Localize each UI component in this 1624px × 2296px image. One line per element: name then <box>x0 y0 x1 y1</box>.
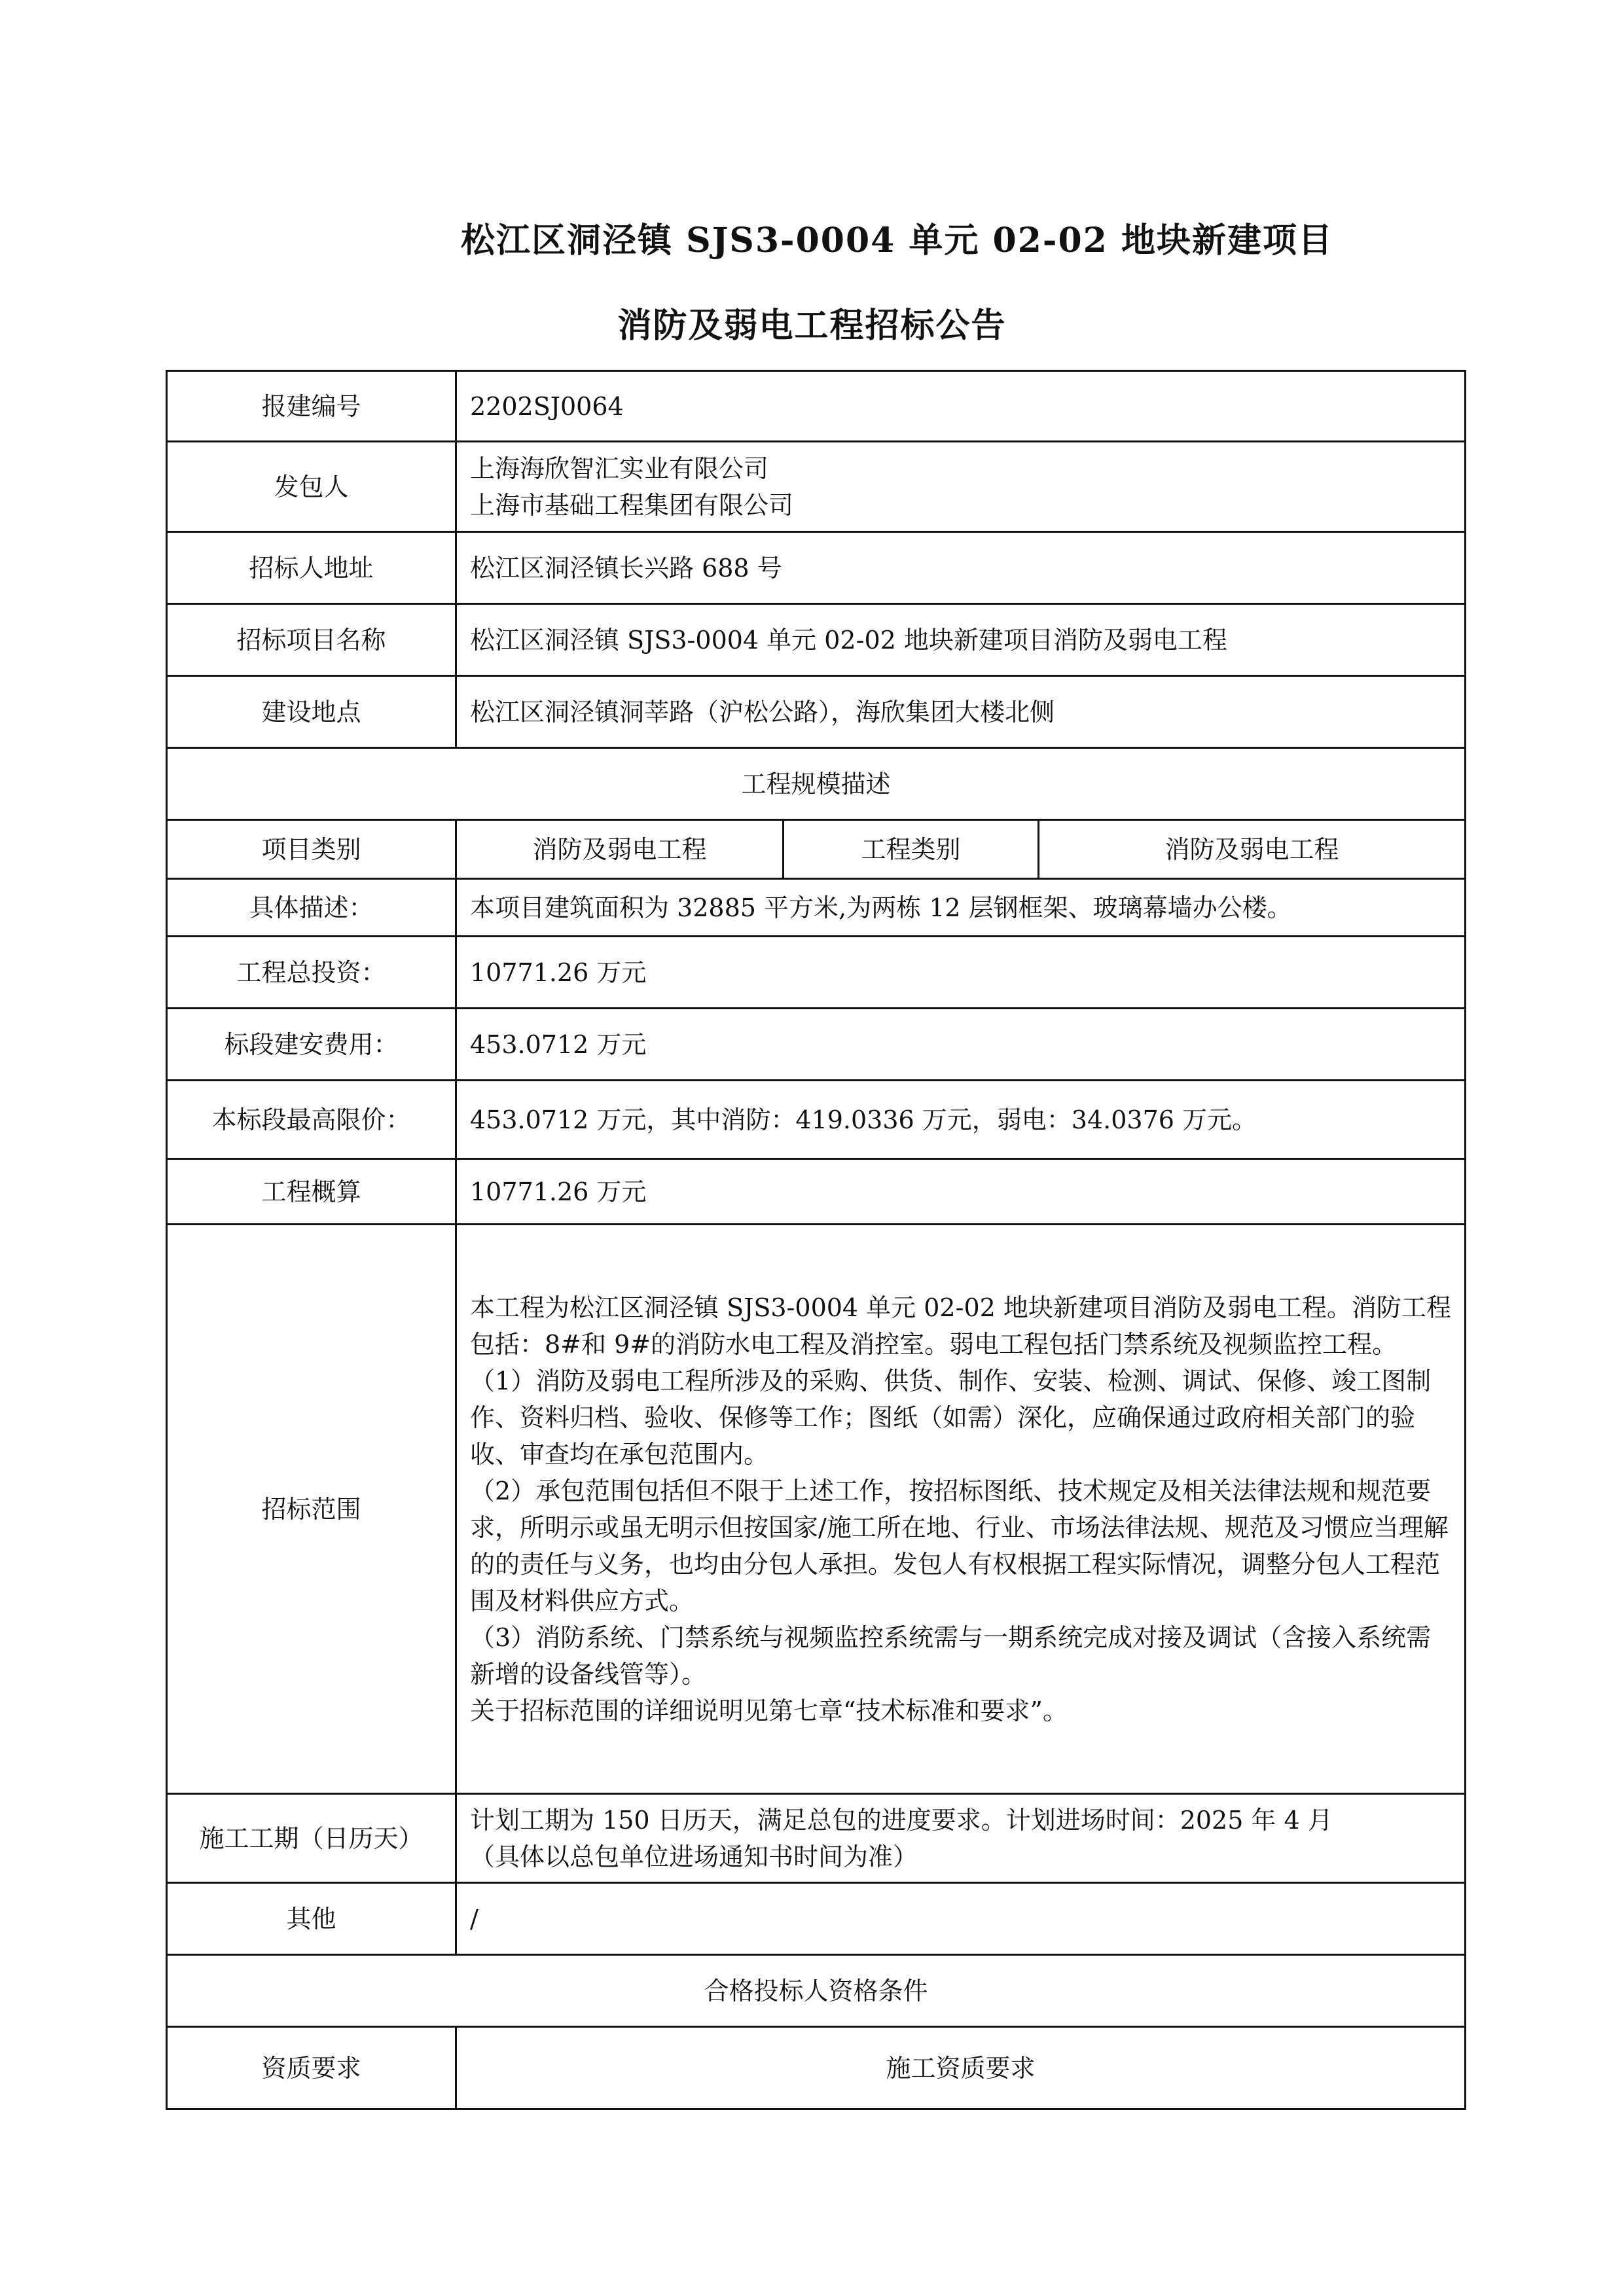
scale-section-header: 工程规模描述 <box>167 748 1466 820</box>
value-project-name: 松江区洞泾镇 SJS3-0004 单元 02-02 地块新建项目消防及弱电工程 <box>456 604 1466 676</box>
value-report-no: 2202SJ0064 <box>456 371 1466 442</box>
row-other <box>167 1883 1466 1955</box>
value-tenderer-address: 松江区洞泾镇长兴路 688 号 <box>456 532 1466 604</box>
label-project-category: 项目类别 <box>167 820 456 879</box>
label-description: 具体描述： <box>167 879 456 937</box>
value-scope <box>456 1225 1466 1794</box>
value-max-price: 453.0712 万元，其中消防：419.0336 万元，弱电：34.0376 万元。 <box>456 1081 1466 1159</box>
qualification-section-header: 合格投标人资格条件 <box>167 1955 1466 2027</box>
value-other: / <box>456 1883 1466 1955</box>
page-title-line-2: 消防及弱电工程招标公告 <box>617 306 1007 346</box>
row-qualification <box>167 2027 1466 2109</box>
row-duration <box>167 1794 1466 1883</box>
label-location: 建设地点 <box>167 676 456 748</box>
duration-line-2: （具体以总包单位进场通知书时间为准） <box>470 1842 918 1871</box>
row-estimate <box>167 1159 1466 1225</box>
label-estimate: 工程概算 <box>167 1159 456 1225</box>
label-employer: 发包人 <box>167 442 456 532</box>
label-duration: 施工工期（日历天） <box>167 1794 456 1883</box>
announcement-table <box>166 370 1466 2110</box>
employer-name-2: 上海市基础工程集团有限公司 <box>470 490 794 520</box>
row-report-no <box>167 371 1466 442</box>
row-total-investment <box>167 937 1466 1009</box>
row-tenderer-address <box>167 532 1466 604</box>
label-report-no: 报建编号 <box>167 371 456 442</box>
value-description: 本项目建筑面积为 32885 平方米,为两栋 12 层钢框架、玻璃幕墙办公楼。 <box>456 879 1466 937</box>
row-scope <box>167 1225 1466 1794</box>
value-qualification: 施工资质要求 <box>456 2027 1466 2109</box>
row-employer <box>167 442 1466 532</box>
row-scale-header <box>167 748 1466 820</box>
label-total-investment: 工程总投资： <box>167 937 456 1009</box>
label-section-cost: 标段建安费用： <box>167 1009 456 1081</box>
value-engineering-category: 消防及弱电工程 <box>1039 820 1466 879</box>
value-duration <box>456 1794 1466 1883</box>
label-scope: 招标范围 <box>167 1225 456 1794</box>
row-location <box>167 676 1466 748</box>
row-section-cost <box>167 1009 1466 1081</box>
value-project-category: 消防及弱电工程 <box>456 820 784 879</box>
scope-paragraph: （3）消防系统、门禁系统与视频监控系统需与一期系统完成对接及调试（含接入系统需新增的设备线管等）。 <box>470 1623 1432 1689</box>
duration-line-1: 计划工期为 150 日历天，满足总包的进度要求。计划进场时间：2025 年 4 月 <box>470 1805 1333 1835</box>
employer-name-1: 上海海欣智汇实业有限公司 <box>470 454 769 483</box>
scope-paragraph: 本工程为松江区洞泾镇 SJS3-0004 单元 02-02 地块新建项目消防及弱电工程。消防工程包括：8#和 9#的消防水电工程及消控室。弱电工程包括门禁系统及视频监控工程。 <box>470 1293 1451 1359</box>
scope-paragraph: （2）承包范围包括但不限于上述工作，按招标图纸、技术规定及相关法律法规和规范要求，所明示或虽无明示但按国家/施工所在地、行业、市场法律法规、规范及习惯应当理解的的责任与义务，也均由分包人承担。发包人有权根据工程实际情况，调整分包人工程范围及材料供应方式。 <box>470 1476 1449 1615</box>
row-description <box>167 879 1466 937</box>
row-qualification-header <box>167 1955 1466 2027</box>
scope-paragraph: 关于招标范围的详细说明见第七章“技术标准和要求”。 <box>470 1696 1068 1725</box>
value-estimate: 10771.26 万元 <box>456 1159 1466 1225</box>
value-section-cost: 453.0712 万元 <box>456 1009 1466 1081</box>
scope-paragraph: （1）消防及弱电工程所涉及的采购、供货、制作、安装、检测、调试、保修、竣工图制作、资料归档、验收、保修等工作；图纸（如需）深化，应确保通过政府相关部门的验收、审查均在承包范围内。 <box>470 1366 1432 1469</box>
label-max-price: 本标段最高限价： <box>167 1081 456 1159</box>
page-title-line-1: 松江区洞泾镇 SJS3-0004 单元 02-02 地块新建项目 <box>461 221 1333 260</box>
row-max-price <box>167 1081 1466 1159</box>
value-total-investment: 10771.26 万元 <box>456 937 1466 1009</box>
label-tenderer-address: 招标人地址 <box>167 532 456 604</box>
label-engineering-category: 工程类别 <box>784 820 1039 879</box>
row-project-name <box>167 604 1466 676</box>
value-employer <box>456 442 1466 532</box>
label-qualification: 资质要求 <box>167 2027 456 2109</box>
label-other: 其他 <box>167 1883 456 1955</box>
label-project-name: 招标项目名称 <box>167 604 456 676</box>
row-category <box>167 820 1466 879</box>
value-location: 松江区洞泾镇洞莘路（沪松公路），海欣集团大楼北侧 <box>456 676 1466 748</box>
